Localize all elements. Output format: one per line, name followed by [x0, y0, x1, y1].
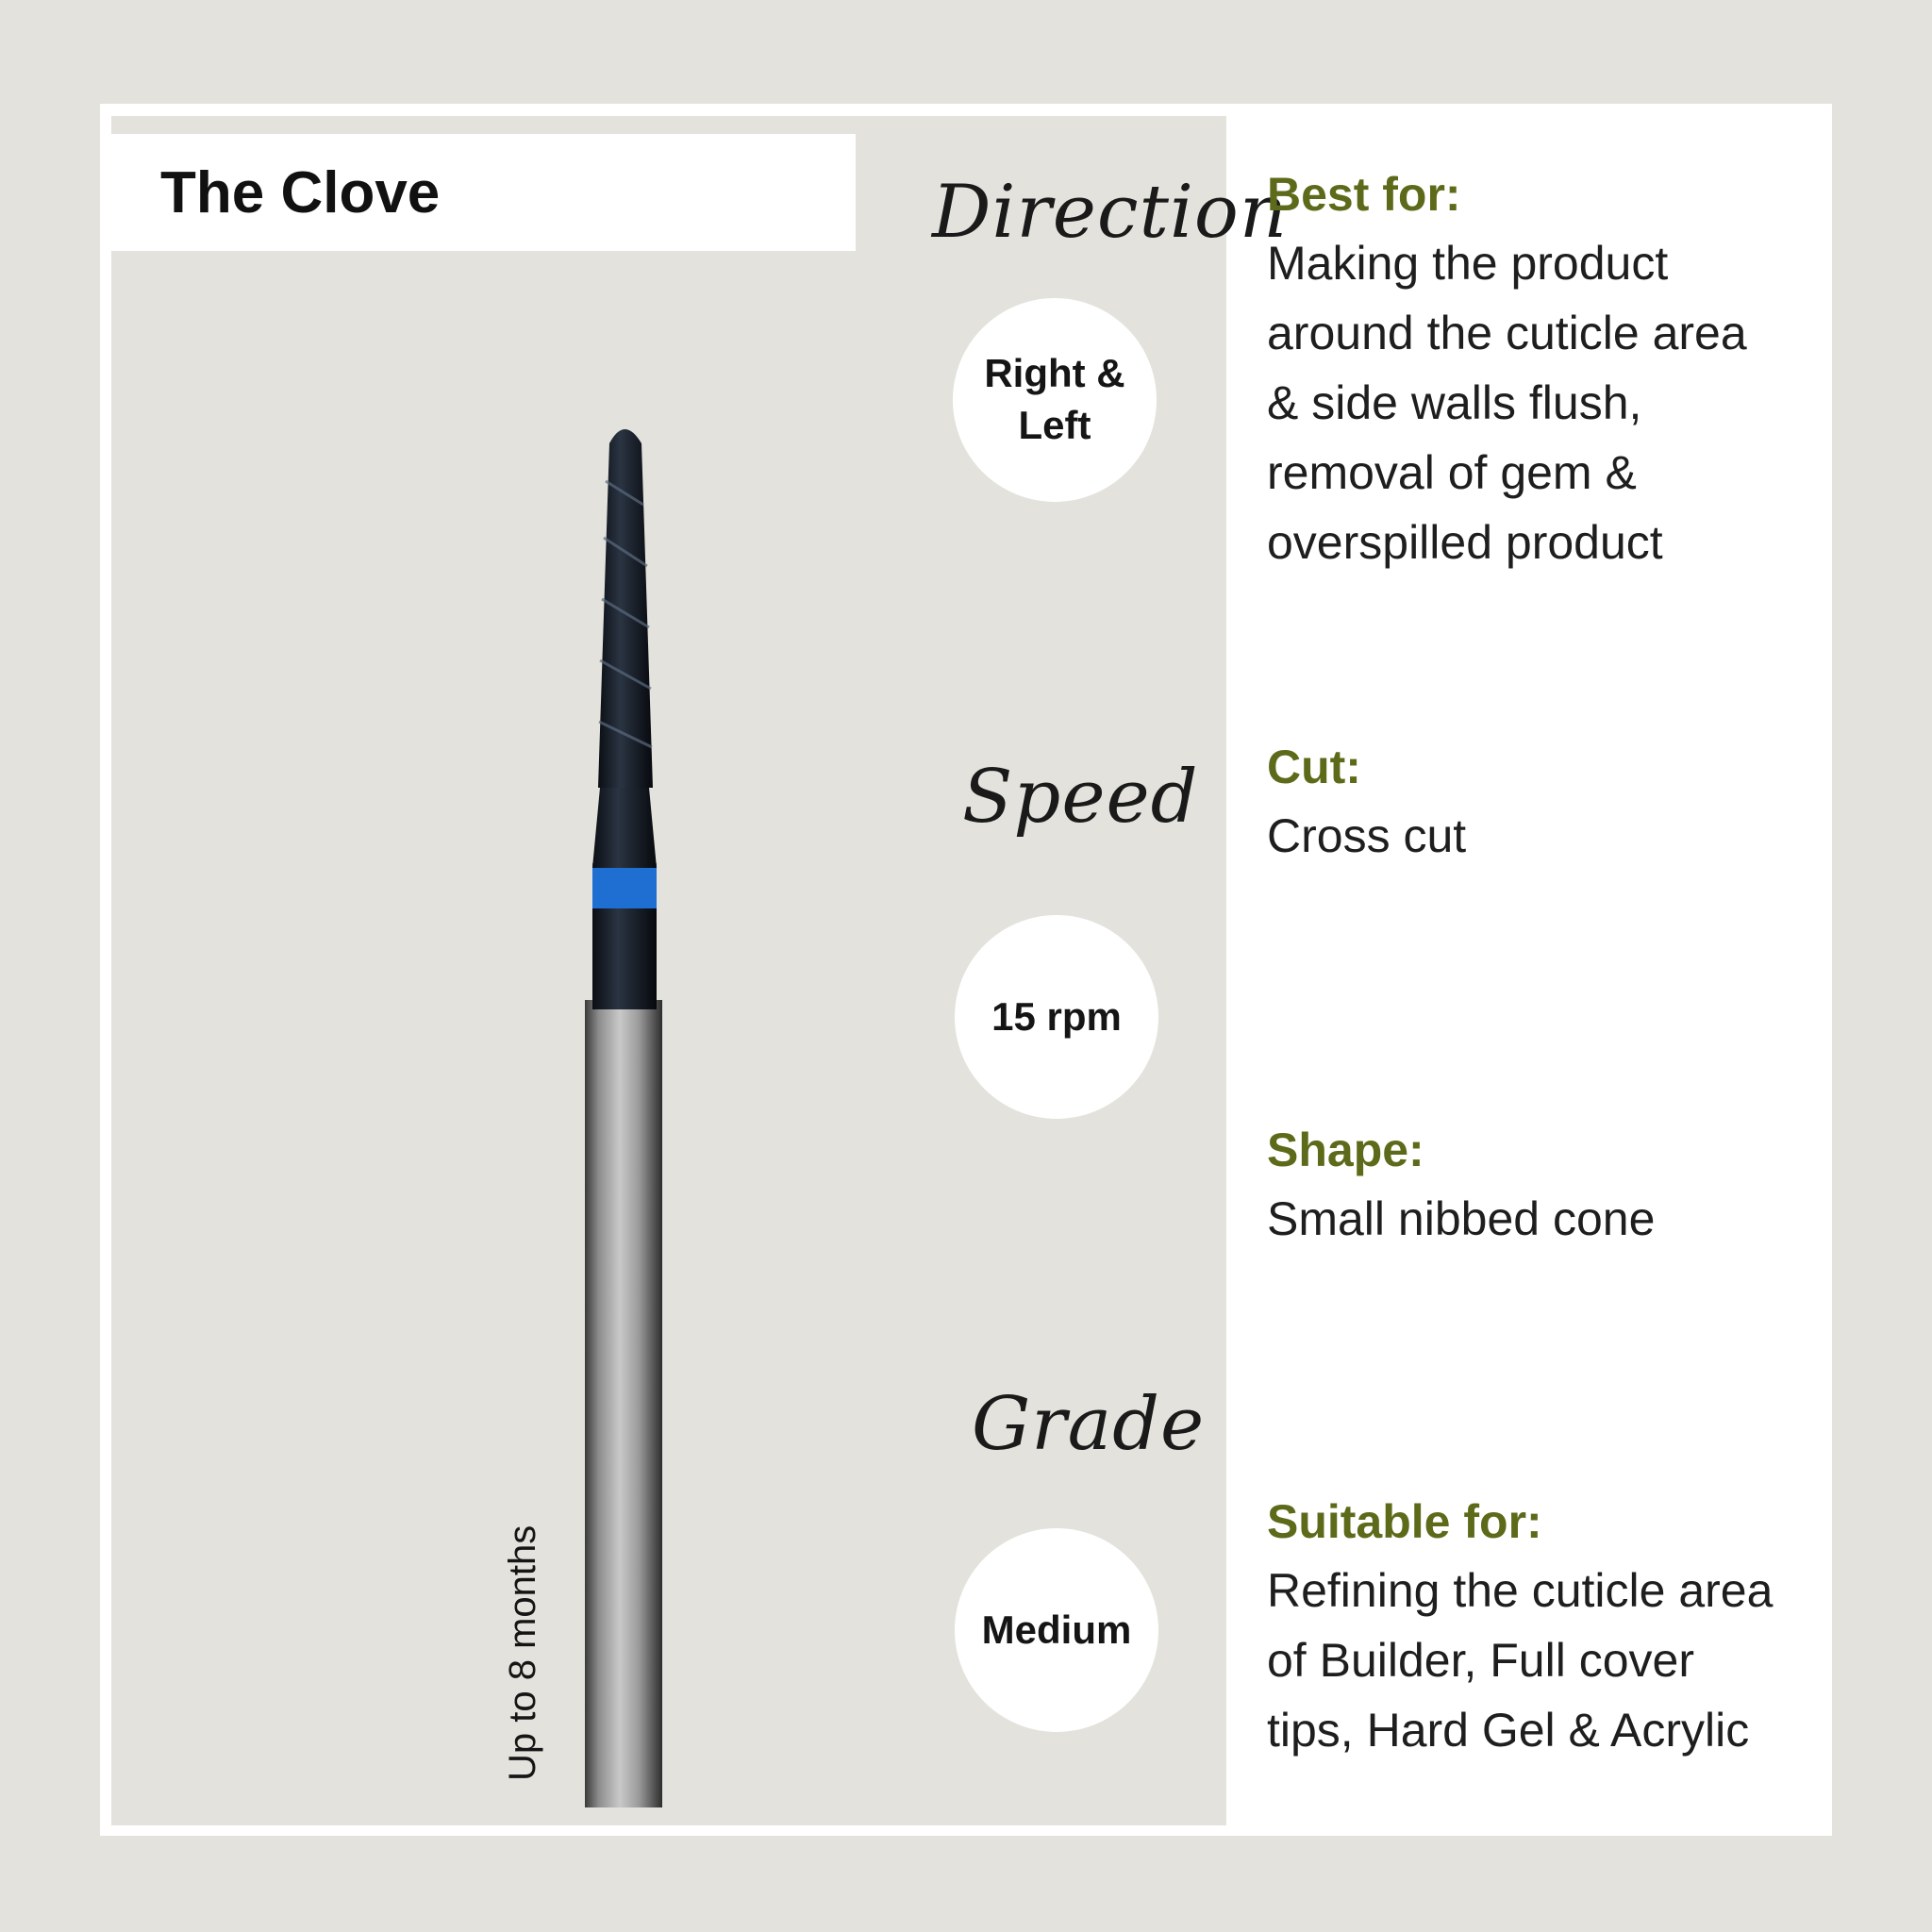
- speed-value: 15 rpm: [991, 993, 1122, 1039]
- best-for-heading: Best for:: [1267, 168, 1461, 221]
- cut-section: [1267, 733, 1833, 871]
- direction-value: Right & Left: [984, 351, 1125, 447]
- grade-value: Medium: [981, 1607, 1132, 1652]
- direction-badge: [953, 298, 1157, 502]
- lifespan-label: Up to 8 months: [502, 1524, 543, 1781]
- grade-badge: [955, 1528, 1158, 1732]
- shape-section: [1267, 1116, 1833, 1254]
- best-for-text: Making the product around the cuticle area & side walls flush, removal of gem & overspilled product: [1267, 237, 1747, 569]
- nail-drill-bit-image: [566, 415, 717, 1811]
- suitable-for-section: [1267, 1488, 1833, 1765]
- product-title: The Clove: [160, 159, 441, 225]
- shape-heading: Shape:: [1267, 1124, 1424, 1176]
- cut-text: Cross cut: [1267, 809, 1467, 862]
- title-bar: [111, 134, 856, 251]
- suitable-for-text: Refining the cuticle area of Builder, Full cover tips, Hard Gel & Acrylic: [1267, 1564, 1774, 1757]
- speed-badge: [955, 915, 1158, 1119]
- shape-text: Small nibbed cone: [1267, 1192, 1656, 1245]
- grade-label: Grade: [972, 1382, 1206, 1467]
- speed-label: Speed: [962, 755, 1199, 840]
- cut-heading: Cut:: [1267, 741, 1361, 793]
- suitable-for-heading: Suitable for:: [1267, 1495, 1542, 1548]
- direction-label: Direction: [932, 170, 1289, 255]
- best-for-section: [1267, 160, 1833, 577]
